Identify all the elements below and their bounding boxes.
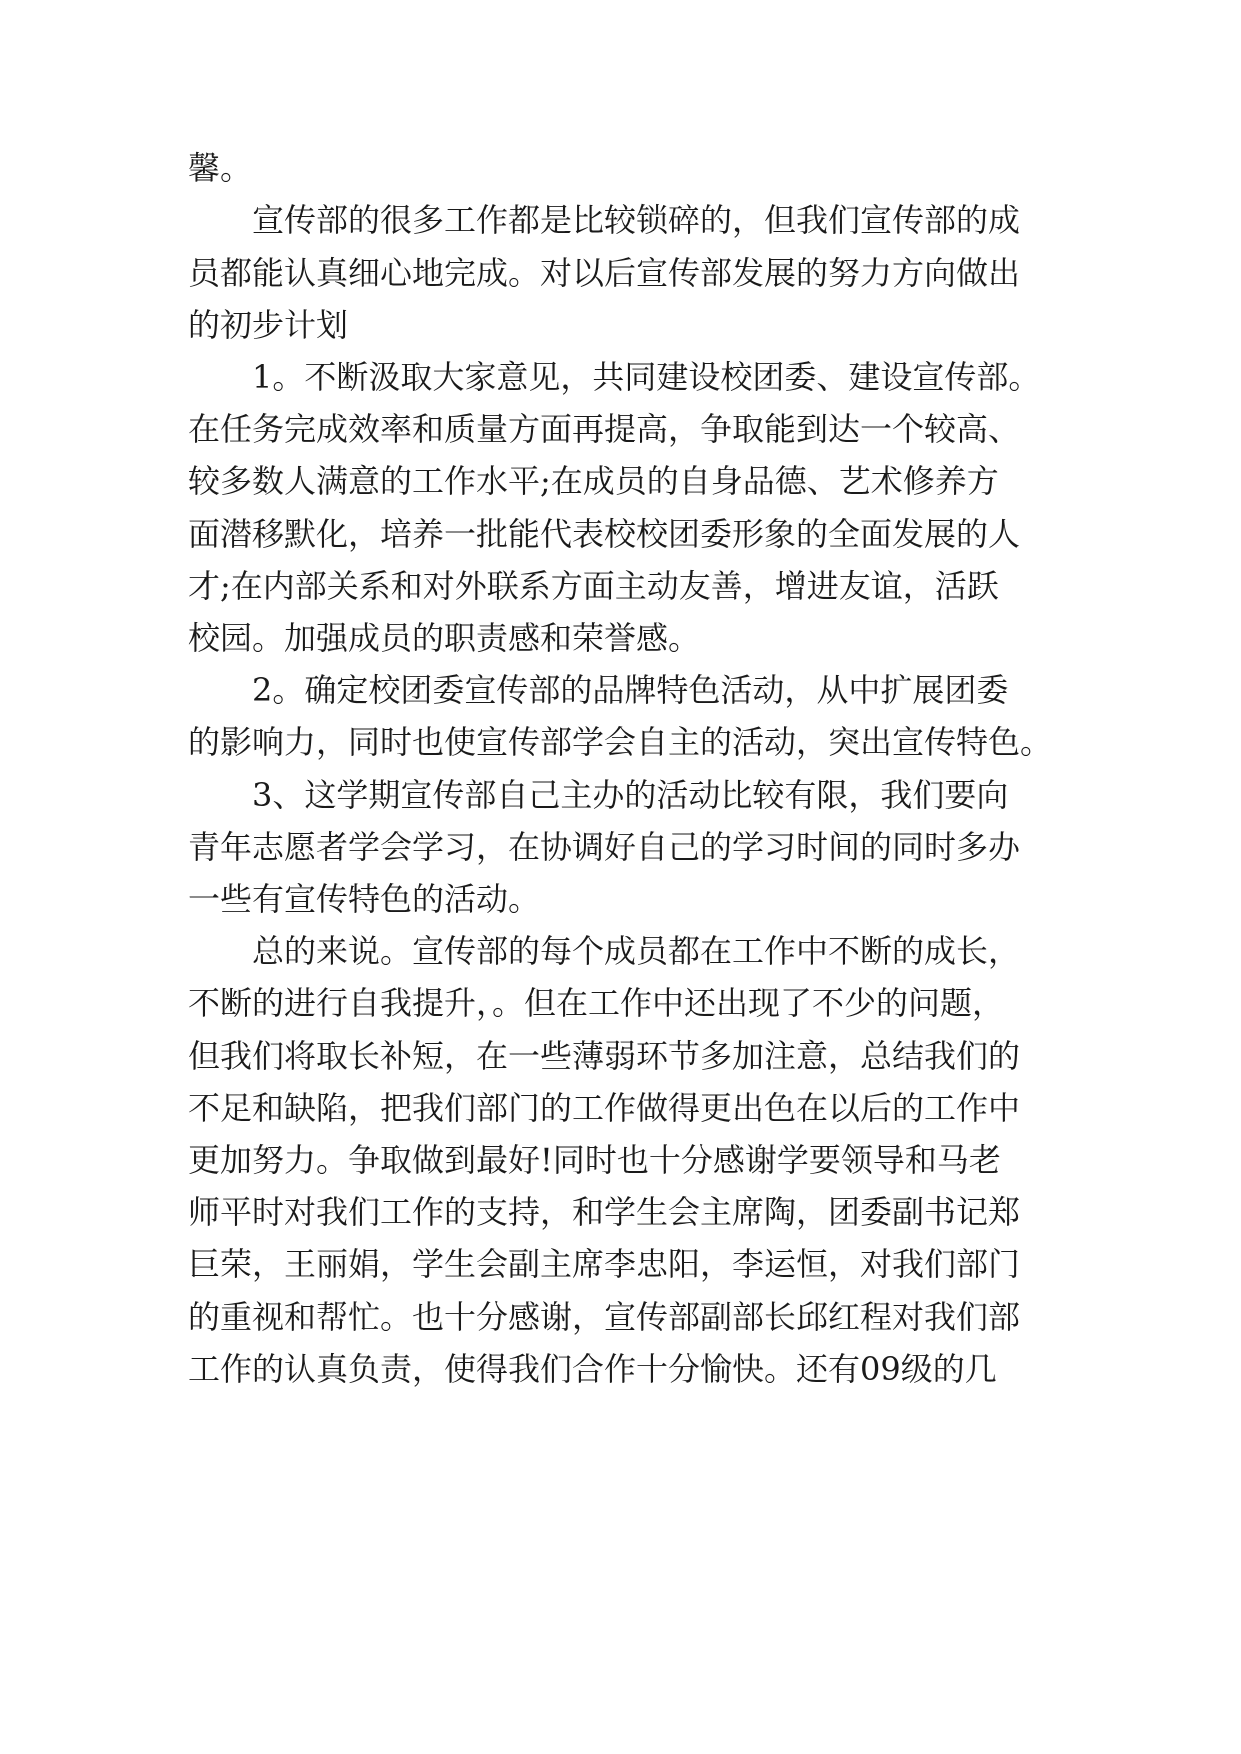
text-line: 的重视和帮忙。也十分感谢，宣传部副部长邱红程对我们部: [188, 1298, 1021, 1336]
text-line: 在任务完成效率和质量方面再提高，争取能到达一个较高、: [188, 410, 1021, 448]
text-line: 工作的认真负责，使得我们合作十分愉快。还有09级的几: [188, 1350, 997, 1388]
text-line: 青年志愿者学会学习，在协调好自己的学习时间的同时多办: [188, 828, 1021, 866]
paragraph-first-line: 2。确定校团委宣传部的品牌特色活动，从中扩展团委: [252, 671, 1009, 709]
text-line: 但我们将取长补短，在一些薄弱环节多加注意，总结我们的: [188, 1037, 1021, 1075]
text-line: 的初步计划: [188, 306, 349, 344]
text-line: 巨荣，王丽娟，学生会副主席李忠阳，李运恒，对我们部门: [188, 1245, 1021, 1283]
text-line: 不断的进行自我提升，。但在工作中还出现了不少的问题，: [188, 984, 1005, 1022]
paragraph-first-line: 宣传部的很多工作都是比较锁碎的，但我们宣传部的成: [252, 201, 1021, 239]
text-line: 员都能认真细心地完成。对以后宣传部发展的努力方向做出: [188, 254, 1021, 292]
text-line: 的影响力，同时也使宣传部学会自主的活动，突出宣传特色。: [188, 723, 1053, 761]
text-line: 师平时对我们工作的支持，和学生会主席陶，团委副书记郑: [188, 1193, 1021, 1231]
text-line: 更加努力。争取做到最好!同时也十分感谢学要领导和马老: [188, 1141, 1001, 1179]
text-line: 面潜移默化，培养一批能代表校校团委形象的全面发展的人: [188, 515, 1021, 553]
text-line: 校园。加强成员的职责感和荣誉感。: [188, 619, 701, 657]
text-line: 较多数人满意的工作水平;在成员的自身品德、艺术修养方: [188, 462, 999, 500]
text-line: 一些有宣传特色的活动。: [188, 880, 541, 918]
paragraph-first-line: 总的来说。宣传部的每个成员都在工作中不断的成长，: [252, 932, 1021, 970]
paragraph-first-line: 1。不断汲取大家意见，共同建设校团委、建设宣传部。: [252, 358, 1041, 396]
text-line: 馨。: [188, 149, 253, 187]
paragraph-first-line: 3、这学期宣传部自己主办的活动比较有限，我们要向: [252, 776, 1009, 814]
text-line: 才;在内部关系和对外联系方面主动友善，增进友谊，活跃: [188, 567, 999, 605]
text-line: 不足和缺陷，把我们部门的工作做得更出色在以后的工作中: [188, 1089, 1021, 1127]
